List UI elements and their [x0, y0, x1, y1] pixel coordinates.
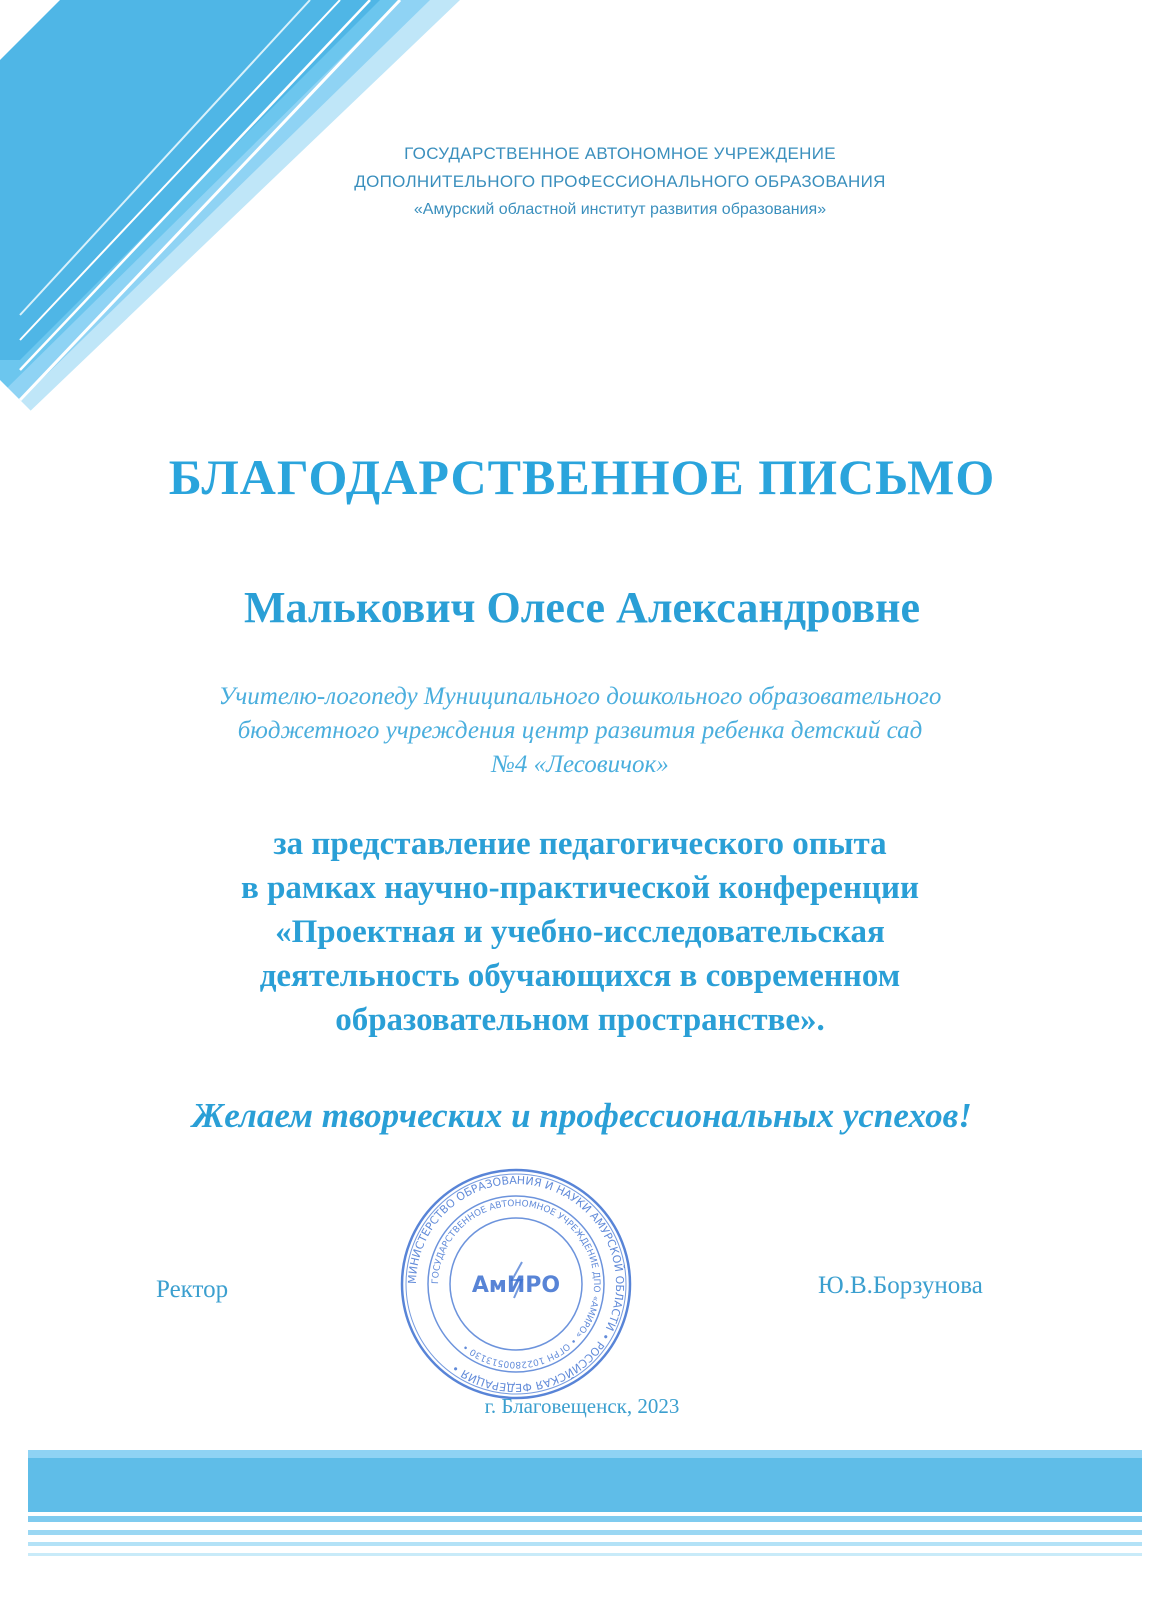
position-line-1: Учителю-логопеду Муниципального дошкольного образовательного	[218, 683, 942, 710]
official-seal	[398, 1166, 634, 1402]
wish-text: Желаем творческих и профессиональных успехов!	[192, 1096, 972, 1135]
reason-line-3: «Проектная и учебно-исследовательская	[275, 914, 885, 950]
institution-line-1: ГОСУДАРСТВЕННОЕ АВТОНОМНОЕ УЧРЕЖДЕНИЕ	[404, 144, 836, 163]
award-reason	[80, 822, 1080, 1042]
institution-header	[300, 140, 940, 224]
city-year: г. Благовещенск, 2023	[484, 1394, 680, 1418]
position-line-2: бюджетного учреждения центр развития ребенка детский сад	[237, 717, 923, 744]
seal-logo: АмИРО	[471, 1273, 561, 1298]
position-line-3: №4 «Лесовичок»	[491, 751, 669, 778]
reason-line-1: за представление педагогического опыта	[273, 826, 887, 862]
document-title: БЛАГОДАРСТВЕННОЕ ПИСЬМО	[168, 449, 996, 505]
reason-line-2: в рамках научно-практической конференции	[241, 870, 919, 906]
reason-line-4: деятельность обучающихся в современном	[259, 958, 901, 994]
seal-outer-text: МИНИСТЕРСТВО ОБРАЗОВАНИЯ И НАУКИ АМУРСКОЙ ОБЛАСТИ • РОССИЙСКАЯ ФЕДЕРАЦИЯ •	[405, 1173, 627, 1395]
signatory-name: Ю.В.Борзунова	[818, 1272, 983, 1299]
recipient-name: Малькович Олесе Александровне	[244, 583, 920, 632]
recipient-position	[110, 680, 1050, 782]
institution-line-3: «Амурский областной институт развития образования»	[413, 201, 827, 218]
bottom-decoration	[28, 1450, 1142, 1562]
institution-line-2: ДОПОЛНИТЕЛЬНОГО ПРОФЕССИОНАЛЬНОГО ОБРАЗОВАНИЯ	[354, 172, 886, 191]
reason-line-5: образовательном пространстве».	[335, 1002, 825, 1038]
signatory-title: Ректор	[156, 1276, 229, 1303]
seal-inner-text: ГОСУДАРСТВЕННОЕ АВТОНОМНОЕ УЧРЕЖДЕНИЕ ДПО «АМИРО» • ОГРН 1022800513130 •	[430, 1198, 602, 1370]
